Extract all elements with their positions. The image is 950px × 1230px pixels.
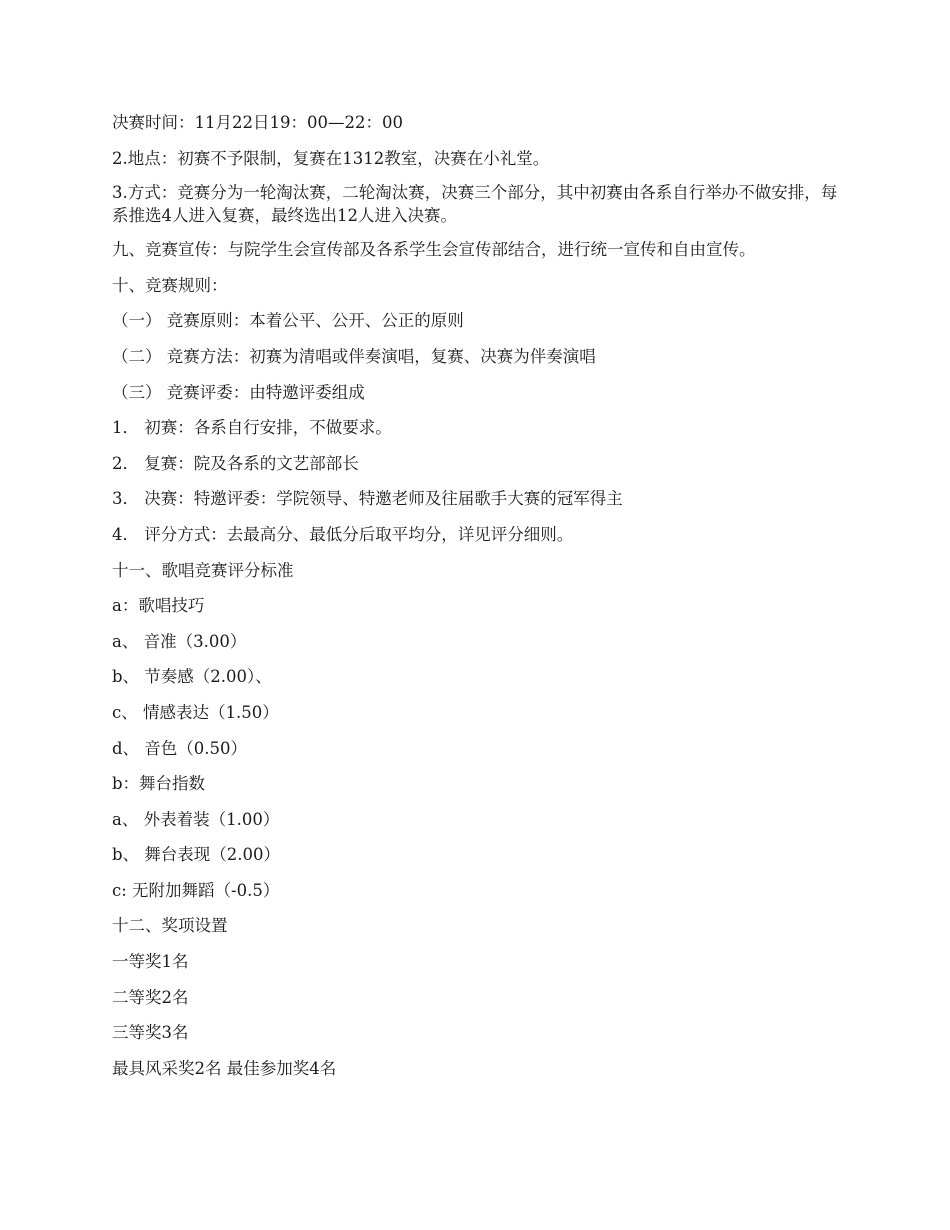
criteria-timbre: d、 音色（0.50） xyxy=(112,738,248,758)
format-paragraph: 3.方式：竞赛分为一轮淘汰赛，二轮淘汰赛，决赛三个部分，其中初赛由各系自行举办不做安排，每系推选4人进入复赛，最终选出12人进入决赛。 xyxy=(112,183,838,226)
criteria-pitch: a、 音准（3.00） xyxy=(112,631,247,651)
criteria-stage-index: b：舞台指数 xyxy=(112,774,206,794)
section-12-heading: 十二、奖项设置 xyxy=(112,916,228,936)
rule-judges: （三） 竞赛评委：由特邀评委组成 xyxy=(112,382,365,402)
rule-principle: （一） 竞赛原则：本着公平、公开、公正的原则 xyxy=(112,311,464,331)
judges-semifinal: 2． 复赛：院及各系的文艺部部长 xyxy=(112,453,359,473)
criteria-emotion: c、 情感表达（1.50） xyxy=(112,702,279,722)
criteria-stage-performance: b、 舞台表现（2.00） xyxy=(112,845,281,865)
award-special: 最具风采奖2名 最佳参加奖4名 xyxy=(112,1058,337,1078)
section-9-publicity: 九、竞赛宣传：与院学生会宣传部及各系学生会宣传部结合，进行统一宣传和自由宣传。 xyxy=(112,240,756,260)
judges-final: 3． 决赛：特邀评委：学院领导、特邀老师及往届歌手大赛的冠军得主 xyxy=(112,489,623,509)
location-line: 2.地点：初赛不予限制，复赛在1312教室，决赛在小礼堂。 xyxy=(112,148,550,168)
section-10-heading: 十、竞赛规则： xyxy=(112,275,228,295)
final-time-line: 决赛时间：11月22日19：00—22：00 xyxy=(112,113,403,132)
criteria-rhythm: b、 节奏感（2.00）、 xyxy=(112,667,272,687)
rule-method: （二） 竞赛方法：初赛为清唱或伴奏演唱，复赛、决赛为伴奏演唱 xyxy=(112,346,596,366)
award-third: 三等奖3名 xyxy=(112,1023,189,1043)
award-first: 一等奖1名 xyxy=(112,952,189,972)
criteria-singing-skill: a：歌唱技巧 xyxy=(112,596,205,616)
section-11-heading: 十一、歌唱竞赛评分标准 xyxy=(112,560,294,580)
award-second: 二等奖2名 xyxy=(112,987,189,1007)
criteria-no-dance: c: 无附加舞蹈（-0.5） xyxy=(112,880,280,900)
judges-preliminary: 1． 初赛：各系自行安排，不做要求。 xyxy=(112,418,392,438)
document-body xyxy=(112,110,852,1091)
scoring-method: 4． 评分方式：去最高分、最低分后取平均分，详见评分细则。 xyxy=(112,524,574,544)
criteria-appearance: a、 外表着装（1.00） xyxy=(112,809,280,829)
